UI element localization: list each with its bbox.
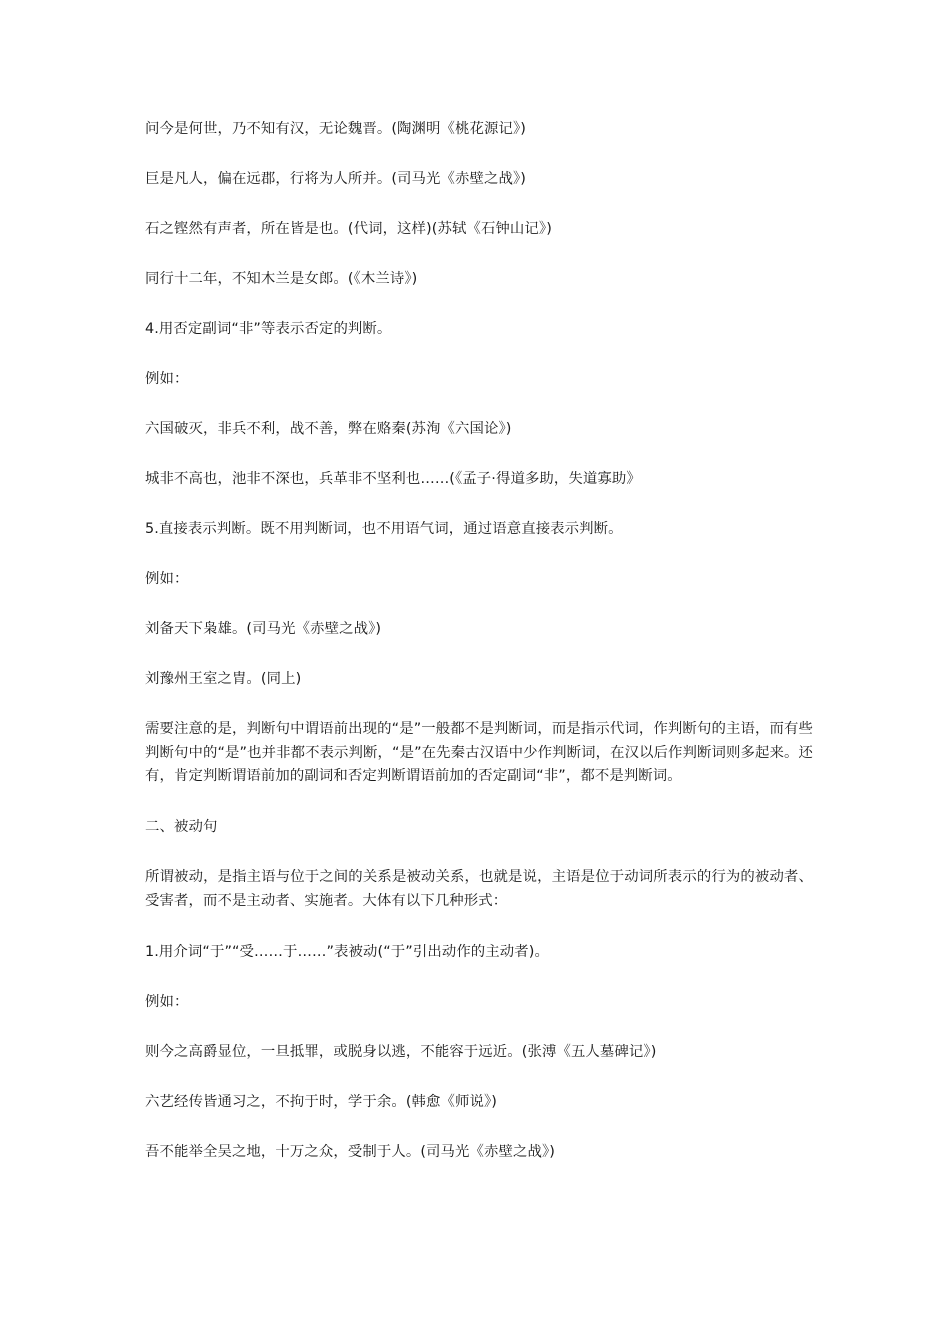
paragraph-passive-definition: 所谓被动，是指主语与位于之间的关系是被动关系，也就是说，主语是位于动词所表示的行为的被动者、受害者，而不是主动者、实施者。大体有以下几种形式： [145, 869, 813, 909]
paragraph-example-label: 例如： [145, 571, 189, 587]
paragraph-example-label: 例如： [145, 371, 189, 387]
paragraph-example-wuren: 则今之高爵显位，一旦抵罪，或脱身以逃，不能容于远近。(张溥《五人墓碑记》) [145, 1043, 657, 1060]
section-heading-passive: 二、被动句 [145, 819, 218, 835]
paragraph-heading-4: 4.用否定副词“非”等表示否定的判断。 [145, 321, 392, 337]
paragraph-example-shizhongshan: 石之铿然有声者，所在皆是也。(代词，这样)(苏轼《石钟山记》) [145, 221, 552, 237]
paragraph-example-liubei: 刘备天下枭雄。(司马光《赤壁之战》) [145, 621, 382, 637]
paragraph-example-mengzi: 城非不高也，池非不深也，兵革非不坚利也……(《孟子·得道多助，失道寡助》 [145, 471, 641, 487]
paragraph-example-shishuo: 六艺经传皆通习之，不拘于时，学于余。(韩愈《师说》) [145, 1093, 498, 1110]
paragraph-heading-5: 5.直接表示判断。既不用判断词，也不用语气词，通过语意直接表示判断。 [145, 521, 623, 537]
paragraph-example-mulan: 同行十二年，不知木兰是女郎。(《木兰诗》) [145, 271, 418, 287]
paragraph-example-chibi-2: 吾不能举全吴之地，十万之众，受制于人。(司马光《赤壁之战》) [145, 1143, 555, 1160]
paragraph-note: 需要注意的是，判断句中谓语前出现的“是”一般都不是判断词，而是指示代词，作判断句的主语，而有些判断句中的“是”也并非都不表示判断，“是”在先秦古汉语中少作判断词，在汉以后作判断词则多起来。还有，肯定判断谓语前加的副词和否定判断谓语前加的否定副词“非”，都不是判断词。 [145, 721, 813, 784]
paragraph-example-label: 例如： [145, 993, 189, 1010]
paragraph-example-chibi-1: 巨是凡人，偏在远郡，行将为人所并。(司马光《赤壁之战》) [145, 171, 526, 187]
document-body [145, 118, 813, 1191]
paragraph-example-liuyuzhou: 刘豫州王室之胄。(同上) [145, 671, 302, 687]
paragraph-heading-1: 1.用介词“于”“受……于……”表被动(“于”引出动作的主动者)。 [145, 943, 549, 960]
paragraph-example-liuguo: 六国破灭，非兵不利，战不善，弊在赂秦(苏洵《六国论》) [145, 421, 512, 437]
paragraph-example-taohuayuan: 问今是何世，乃不知有汉，无论魏晋。(陶渊明《桃花源记》) [145, 121, 526, 137]
